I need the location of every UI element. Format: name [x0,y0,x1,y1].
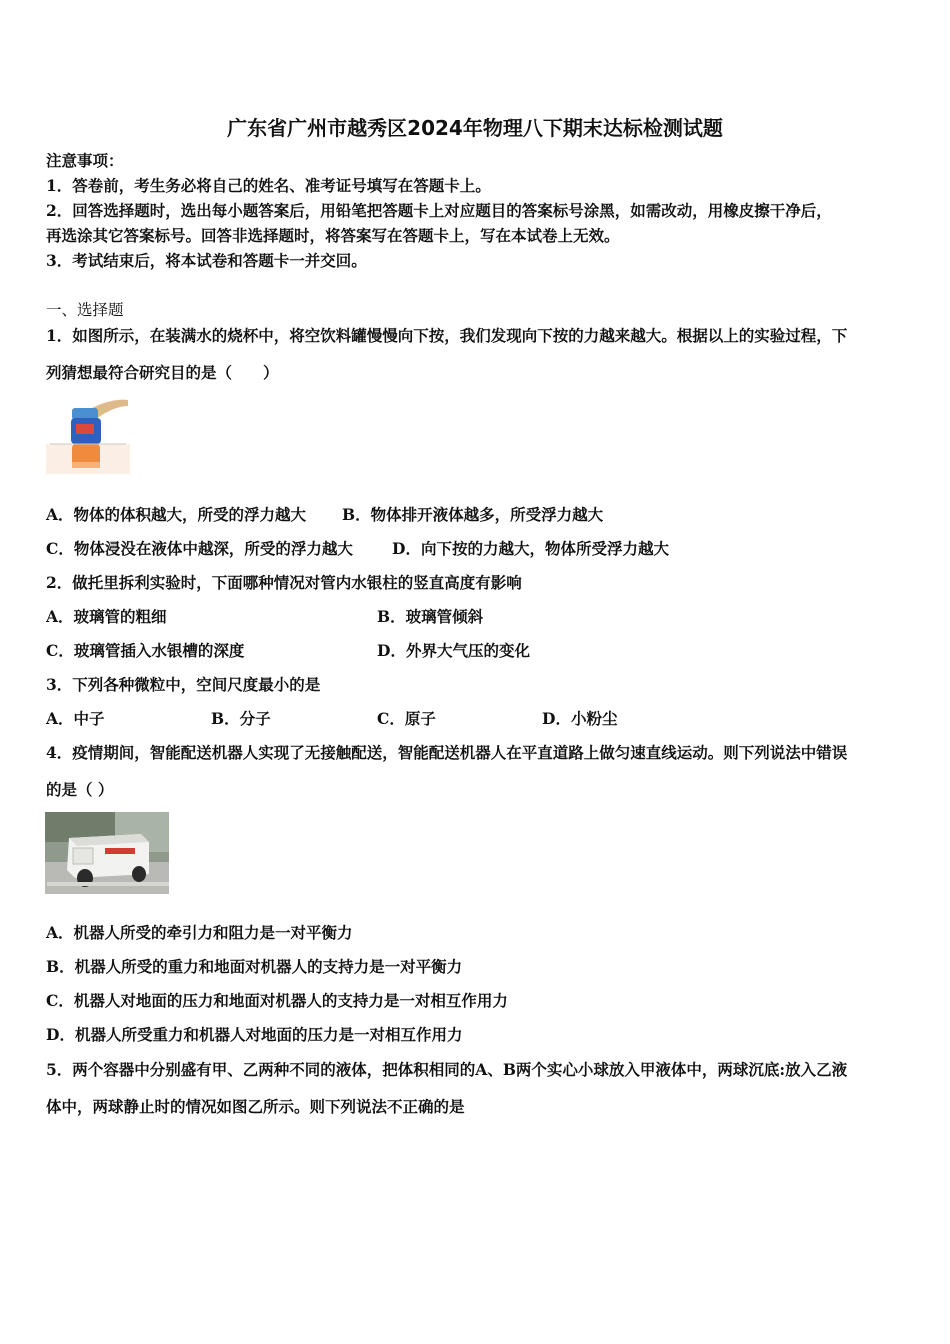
notice-item-3: 3．考试结束后，将本试卷和答题卡一并交回。 [46,251,367,270]
notice-item-1: 1．答卷前，考生务必将自己的姓名、准考证号填写在答题卡上。 [46,176,491,195]
q1-option-c: C．物体浸没在液体中越深，所受的浮力越大 [46,539,353,558]
page-title: 广东省广州市越秀区2024年物理八下期末达标检测试题 [227,116,723,140]
q2-option-d: D．外界大气压的变化 [377,641,530,660]
q1-stem-line1: 1．如图所示，在装满水的烧杯中，将空饮料罐慢慢向下按，我们发现向下按的力越来越大。根据以上的实验过程，下 [46,326,848,345]
q4-option-c: C．机器人对地面的压力和地面对机器人的支持力是一对相互作用力 [46,991,508,1010]
q2-stem: 2．做托里拆利实验时，下面哪种情况对管内水银柱的竖直高度有影响 [46,573,522,592]
notice-heading: 注意事项： [46,151,124,170]
notice-item-2-cont: 再选涂其它答案标号。回答非选择题时，将答案写在答题卡上，写在本试卷上无效。 [46,226,620,245]
q4-stem-line2: 的是（ ） [46,780,114,799]
section-heading: 一、选择题 [46,301,124,319]
q4-figure-delivery-robot [45,812,169,894]
q4-stem-line1: 4．疫情期间，智能配送机器人实现了无接触配送，智能配送机器人在平直道路上做匀速直线运动。则下列说法中错误 [46,743,848,762]
q3-stem: 3．下列各种微粒中，空间尺度最小的是 [46,675,321,694]
q1-figure-can-in-water [46,392,130,478]
q3-option-c: C．原子 [377,709,436,728]
q3-option-d: D．小粉尘 [542,709,618,728]
q1-option-b: B．物体排开液体越多，所受浮力越大 [342,505,604,524]
q5-stem-line1: 5．两个容器中分别盛有甲、乙两种不同的液体，把体积相同的A、B两个实心小球放入甲液体中，两球沉底:放入乙液 [46,1060,848,1079]
q1-option-a: A．物体的体积越大，所受的浮力越大 [46,505,307,524]
q1-stem-line2: 列猜想最符合研究目的是（ ） [46,363,279,382]
q2-option-c: C．玻璃管插入水银槽的深度 [46,641,245,660]
q3-option-b: B．分子 [211,709,271,728]
q1-option-d: D．向下按的力越大，物体所受浮力越大 [392,539,669,558]
notice-item-2: 2．回答选择题时，选出每小题答案后，用铅笔把答题卡上对应题目的答案标号涂黑，如需改动，用橡皮擦干净后， [46,201,832,220]
q3-option-a: A．中子 [46,709,105,728]
q4-option-a: A．机器人所受的牵引力和阻力是一对平衡力 [46,923,353,942]
q2-option-b: B．玻璃管倾斜 [377,607,484,626]
q4-option-d: D．机器人所受重力和机器人对地面的压力是一对相互作用力 [46,1025,463,1044]
q4-option-b: B．机器人所受的重力和地面对机器人的支持力是一对平衡力 [46,957,463,976]
q5-stem-line2: 体中，两球静止时的情况如图乙所示。则下列说法不正确的是 [46,1097,465,1116]
q2-option-a: A．玻璃管的粗细 [46,607,167,626]
